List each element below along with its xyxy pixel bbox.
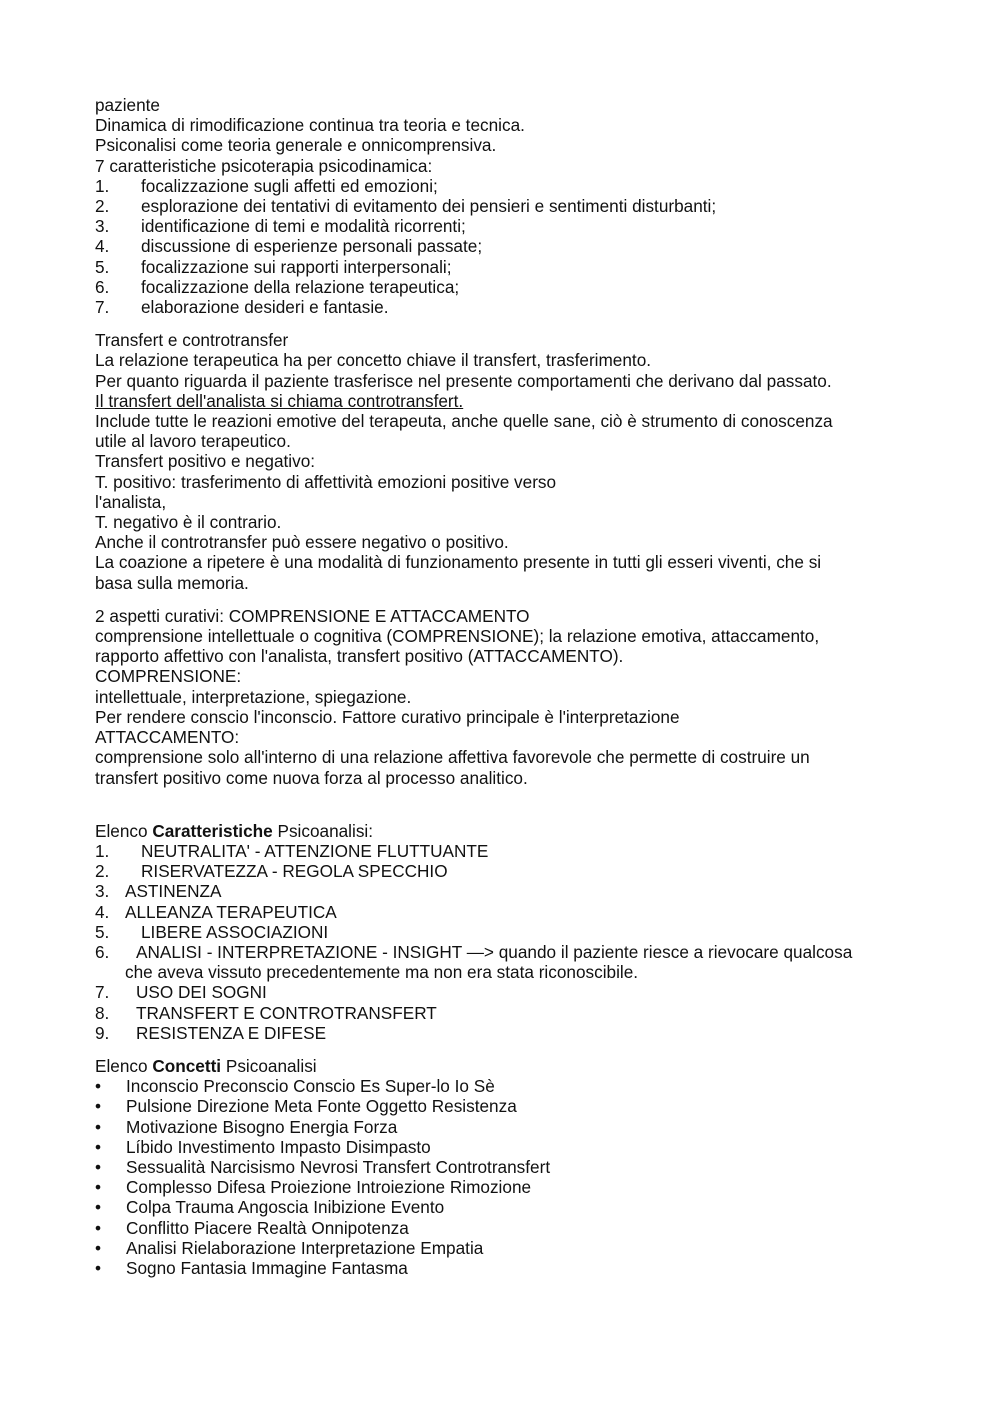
spacer	[95, 317, 925, 330]
list-item: 7. elaborazione desideri e fantasie.	[95, 297, 389, 318]
list-item: 8. TRANSFERT E CONTROTRANSFERT	[95, 1002, 437, 1023]
list-item: 4. discussione di esperienze personali passate;	[95, 236, 483, 257]
list-item-continuation: che aveva vissuto precedentemente ma non era stata riconoscibile.	[125, 962, 639, 983]
text-line: rapporto affettivo con l'analista, transfert positivo (ATTACCAMENTO).	[95, 646, 624, 667]
psychodynamic-list	[95, 176, 925, 317]
list-item: 3. identificazione di temi e modalità ricorrenti;	[95, 216, 466, 237]
bullet-item: • Sessualità Narcisismo Nevrosi Transfert Controtransfert	[95, 1156, 551, 1177]
text-line: 7 caratteristiche psicoterapia psicodinamica:	[95, 155, 433, 176]
list-item: 4. ALLEANZA TERAPEUTICA	[95, 901, 337, 922]
text-line: Per rendere conscio l'inconscio. Fattore curativo principale è l'interpretazione	[95, 706, 680, 727]
list-item: 6. focalizzazione della relazione terapeutica;	[95, 276, 460, 297]
bullet-icon: •	[95, 1116, 102, 1137]
bullet-icon: •	[95, 1076, 102, 1097]
list-item: 5. focalizzazione sui rapporti interpersonali;	[95, 256, 452, 277]
text-line: transfert positivo come nuova forza al processo analitico.	[95, 767, 528, 788]
section-title: 2 aspetti curativi: COMPRENSIONE E ATTACCAMENTO	[95, 605, 530, 626]
text-line: Anche il controtransfer può essere negativo o positivo.	[95, 532, 509, 553]
subheading: ATTACCAMENTO:	[95, 727, 240, 748]
underlined-text: Il transfert dell'analista si chiama controtransfert.	[95, 390, 464, 411]
bullet-item: • Inconscio Preconscio Conscio Es Super-lo Io Sè	[95, 1076, 495, 1097]
list-item: 9. RESISTENZA E DIFESE	[95, 1022, 327, 1043]
text-line: Dinamica di rimodificazione continua tra teoria e tecnica.	[95, 115, 525, 136]
bullet-item: • Complesso Difesa Proiezione Introiezione Rimozione	[95, 1177, 532, 1198]
list-item: 6. ANALISI - INTERPRETAZIONE - INSIGHT —> quando il paziente riesce a rievocare qualcosa	[95, 941, 853, 962]
text-line: comprensione intellettuale o cognitiva (COMPRENSIONE); la relazione emotiva, attaccamento,	[95, 626, 820, 647]
bullet-item: • Motivazione Bisogno Energia Forza	[95, 1116, 398, 1137]
list-item: 7. USO DEI SOGNI	[95, 982, 267, 1003]
text-line: basa sulla memoria.	[95, 572, 249, 593]
text-line: utile al lavoro terapeutico.	[95, 431, 291, 452]
concetti-section	[95, 1056, 925, 1278]
list-item: 5. LIBERE ASSOCIAZIONI	[95, 921, 329, 942]
bullet-icon: •	[95, 1156, 102, 1177]
bullet-icon: •	[95, 1136, 102, 1157]
bullet-icon: •	[95, 1177, 102, 1198]
text-line: paziente	[95, 95, 160, 115]
subheading: COMPRENSIONE:	[95, 666, 242, 687]
list-item: 2. RISERVATEZZA - REGOLA SPECCHIO	[95, 861, 448, 882]
text-line: T. positivo: trasferimento di affettività emozioni positive verso	[95, 471, 557, 492]
spacer	[95, 593, 925, 606]
bullet-item: • Colpa Trauma Angoscia Inibizione Evento	[95, 1197, 445, 1218]
list-item: 2. esplorazione dei tentativi di evitamento dei pensieri e sentimenti disturbanti;	[95, 196, 717, 217]
text-line: Per quanto riguarda il paziente trasferisce nel presente comportamenti che derivano dal passato.	[95, 370, 832, 391]
section-title: Elenco Concetti Psicoanalisi	[95, 1055, 317, 1076]
list-item: 3. ASTINENZA	[95, 881, 222, 902]
spacer	[95, 1043, 925, 1056]
list-item: 1. NEUTRALITA' - ATTENZIONE FLUTTUANTE	[95, 840, 489, 861]
bullet-icon: •	[95, 1237, 102, 1258]
section-title: Elenco Caratteristiche Psicoanalisi:	[95, 820, 374, 841]
text-line: La relazione terapeutica ha per concetto chiave il transfert, trasferimento.	[95, 350, 652, 371]
bullet-item: • Líbido Investimento Impasto Disimpasto	[95, 1136, 431, 1157]
caratteristiche-section	[95, 821, 925, 1043]
text-line: Transfert positivo e negativo:	[95, 451, 316, 472]
bullet-icon: •	[95, 1197, 102, 1218]
bullet-item: • Sogno Fantasia Immagine Fantasma	[95, 1257, 408, 1278]
bullet-icon: •	[95, 1217, 102, 1238]
text-line: comprensione solo all'interno di una relazione affettiva favorevole che permette di costruire un	[95, 747, 810, 768]
text-line: l'analista,	[95, 491, 167, 512]
text-line: T. negativo è il contrario.	[95, 512, 282, 533]
curativi-section	[95, 606, 925, 788]
section-title: Transfert e controtransfer	[95, 330, 289, 351]
text-line: Include tutte le reazioni emotive del terapeuta, anche quelle sane, ciò è strumento di conoscenza	[95, 411, 833, 432]
list-item: 1. focalizzazione sugli affetti ed emozioni;	[95, 175, 438, 196]
text-line: intellettuale, interpretazione, spiegazione.	[95, 686, 412, 707]
text-line: Psiconalisi come teoria generale e onnicomprensiva.	[95, 135, 497, 156]
bullet-item: • Pulsione Direzione Meta Fonte Oggetto Resistenza	[95, 1096, 517, 1117]
bullet-icon: •	[95, 1257, 102, 1278]
transfert-section	[95, 330, 925, 593]
bullet-icon: •	[95, 1096, 102, 1117]
bullet-item: • Conflitto Piacere Realtà Onnipotenza	[95, 1217, 409, 1238]
intro-section	[95, 95, 925, 317]
spacer	[95, 788, 925, 821]
document-page	[95, 95, 925, 1278]
text-line: La coazione a ripetere è una modalità di funzionamento presente in tutti gli esseri viventi, che si	[95, 552, 822, 573]
bullet-item: • Analisi Rielaborazione Interpretazione Empatia	[95, 1237, 484, 1258]
